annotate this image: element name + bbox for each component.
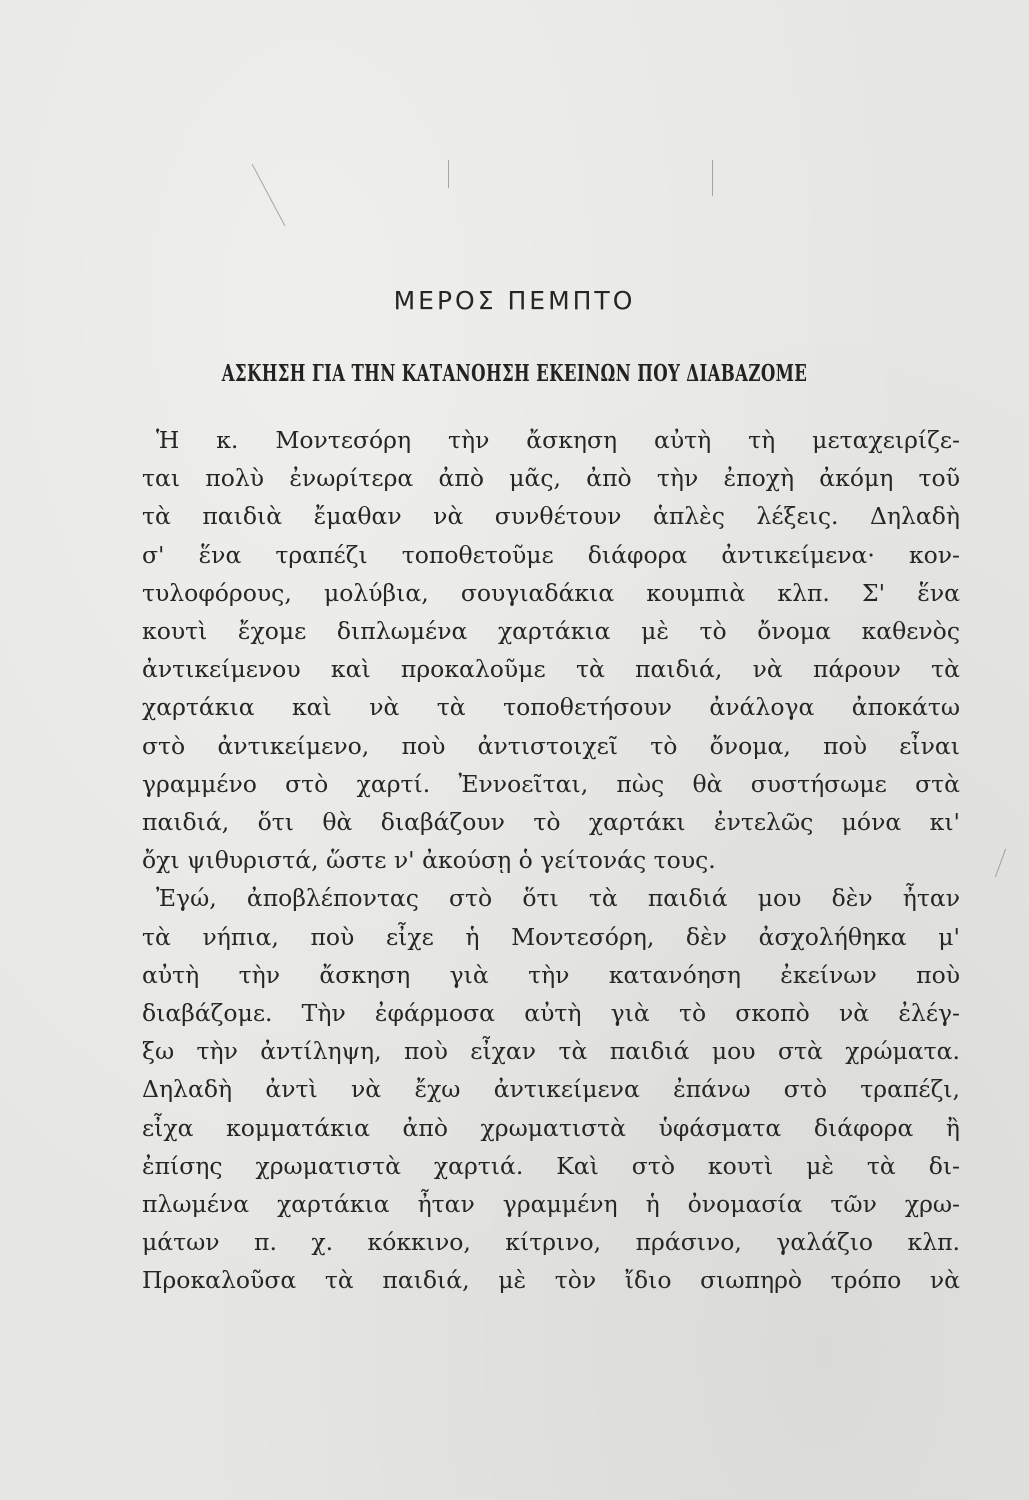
text-line: Δηλαδὴ ἀντὶ νὰ ἔχω ἀντικείμενα ἐπάνω στὸ τραπέζι,	[142, 1075, 960, 1104]
text-line: τυλοφόρους, μολύβια, σουγιαδάκια κουμπιὰ κλπ. Σ' ἕνα	[142, 578, 960, 607]
text-line: ἐπίσης χρωματιστὰ χαρτιά. Καὶ στὸ κουτὶ μὲ τὰ δι-	[142, 1151, 960, 1180]
text-line: σ' ἕνα τραπέζι τοποθετοῦμε διάφορα ἀντικείμενα· κον-	[142, 540, 960, 569]
page-scratch-mark	[712, 160, 713, 196]
text-line: στὸ ἀντικείμενο, ποὺ ἀντιστοιχεῖ τὸ ὄνομα, ποὺ εἶναι	[142, 731, 960, 760]
text-line: τὰ παιδιὰ ἔμαθαν νὰ συνθέτουν ἁπλὲς λέξεις. Δηλαδὴ	[142, 502, 960, 531]
page-scratch-mark	[995, 849, 1006, 878]
text-line: γραμμένο στὸ χαρτί. Ἐννοεῖται, πὼς θὰ συστήσωμε στὰ	[142, 769, 960, 798]
text-line: ἀντικείμενου καὶ προκαλοῦμε τὰ παιδιά, νὰ πάρουν τὰ	[142, 655, 960, 684]
text-line: ξω τὴν ἀντίληψη, ποὺ εἶχαν τὰ παιδιά μου στὰ χρώματα.	[142, 1037, 960, 1066]
text-line: Ἡ κ. Μοντεσόρη τὴν ἄσκηση αὐτὴ τὴ μεταχειρίζε-	[156, 426, 960, 454]
body-text	[142, 421, 960, 1300]
text-line: χαρτάκια καὶ νὰ τὰ τοποθετήσουν ἀνάλογα ἀποκάτω	[142, 693, 960, 722]
text-line: ὄχι ψιθυριστά, ὥστε ν' ἀκούσῃ ὁ γείτονάς τους.	[142, 846, 716, 875]
text-line: ται πολὺ ἐνωρίτερα ἀπὸ μᾶς, ἀπὸ τὴν ἐποχὴ ἀκόμη τοῦ	[142, 464, 960, 493]
page-scratch-mark	[448, 160, 449, 188]
text-line: κουτὶ ἔχομε διπλωμένα χαρτάκια μὲ τὸ ὄνομα καθενὸς	[142, 617, 960, 646]
text-line: Ἐγώ, ἀποβλέποντας στὸ ὅτι τὰ παιδιά μου δὲν ἦταν	[156, 884, 960, 913]
text-line: τὰ νήπια, ποὺ εἶχε ἡ Μοντεσόρη, δὲν ἀσχολήθηκα μ'	[142, 922, 960, 951]
text-line: εἶχα κομματάκια ἀπὸ χρωματιστὰ ὑφάσματα διάφορα ἢ	[142, 1113, 960, 1142]
part-title: ΜΕΡΟΣ ΠΕΜΠΤΟ	[393, 286, 636, 315]
text-line: Προκαλοῦσα τὰ παιδιά, μὲ τὸν ἴδιο σιωπηρὸ τρόπο νὰ	[142, 1266, 960, 1295]
text-line: διαβάζομε. Τὴν ἐφάρμοσα αὐτὴ γιὰ τὸ σκοπὸ νὰ ἐλέγ-	[142, 999, 960, 1028]
page-scratch-mark	[252, 164, 286, 226]
text-line: μάτων π. χ. κόκκινο, κίτρινο, πράσινο, γαλάζιο κλπ.	[142, 1228, 960, 1257]
text-line: παιδιά, ὅτι θὰ διαβάζουν τὸ χαρτάκι ἐντελῶς μόνα κι'	[142, 808, 960, 837]
chapter-title: ΑΣΚΗΣΗ ΓΙΑ ΤΗΝ ΚΑΤΑΝΟΗΣΗ ΕΚΕΙΝΩΝ ΠΟΥ ΔΙΑΒΑΖΟΜΕ	[221, 360, 808, 387]
text-line: πλωμένα χαρτάκια ἦταν γραμμένη ἡ ὀνομασία τῶν χρω-	[142, 1190, 960, 1219]
text-line: αὐτὴ τὴν ἄσκηση γιὰ τὴν κατανόηση ἐκείνων ποὺ	[142, 960, 960, 989]
